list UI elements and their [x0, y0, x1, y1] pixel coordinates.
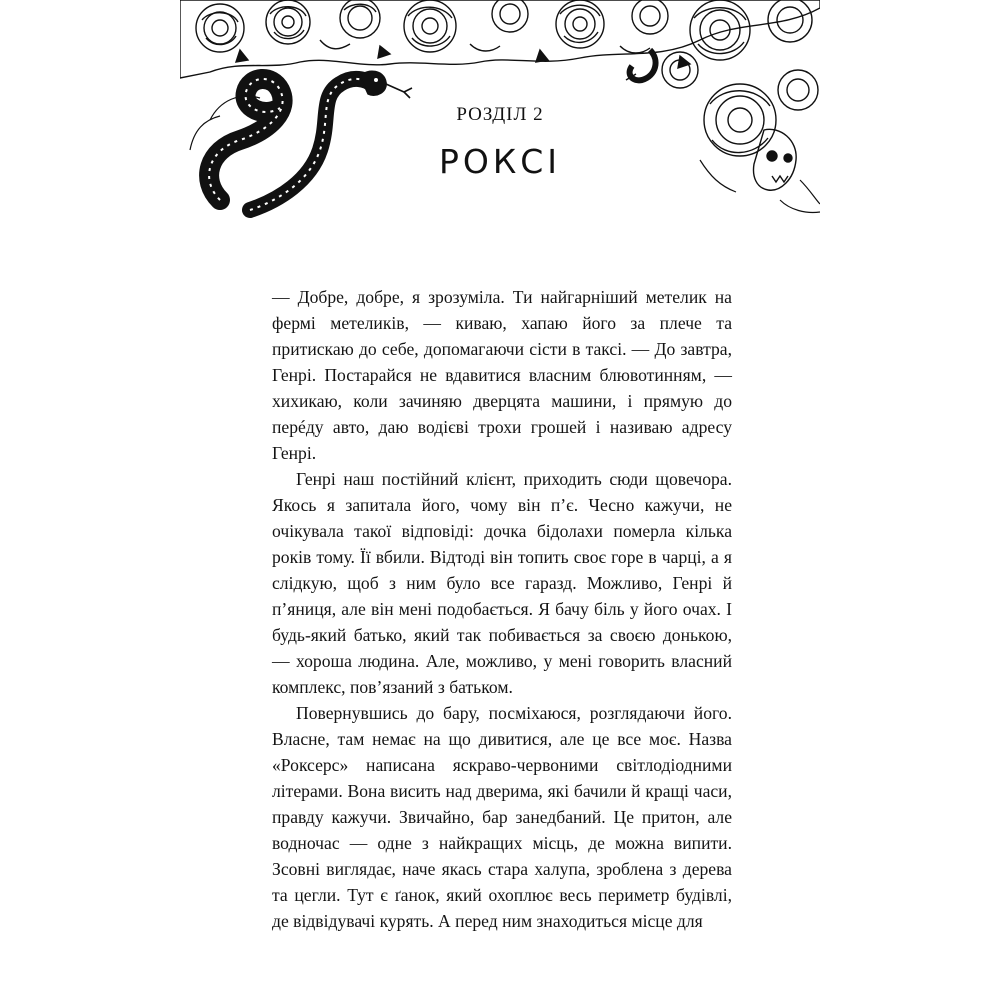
rose-illustration-icon [180, 0, 820, 78]
paragraph: Генрі наш постійний клієнт, приходить сюди щовечора. Якось я запитала його, чому він п’є. Чесно кажучи, не очікувала такої відповіді: дочка бідолахи померла кілька років тому. Її вбили. Відтоді він топить своє горе в чарці, а я слідкую, щоб з ним було все гаразд. Можливо, Генрі й п’яниця, але він мені подобається. Я бачу біль у його очах. І будь-який батько, який так побивається за своєю донькою, — хороша людина. Але, можливо, у мені говорить власний комплекс, пов’язаний з батьком. [272, 469, 732, 697]
chapter-number: РОЗДІЛ 2 [456, 104, 544, 125]
skull-illustration-icon [626, 50, 820, 213]
chapter-title: РОКСІ [438, 142, 562, 181]
body-text [272, 284, 732, 934]
paragraph: — Добре, добре, я зрозуміла. Ти найгарніший метелик на фермі метеликів, — киваю, хапаю його за плече та притискаю до себе, допомагаючи сісти в таксі. — До завтра, Генрі. Постарайся не вдавитися власним блювотинням, — хихикаю, коли зачиняю дверцята машини, і прямую до перéду авто, даю водієві трохи грошей і називаю адресу Генрі. [272, 287, 732, 463]
snake-illustration-icon [190, 71, 412, 210]
paragraph: Повернувшись до бару, посміхаюся, розглядаючи його. Власне, там немає на що дивитися, але це все моє. Назва «Роксерс» написана яскраво-червоними світлодіодними літерами. Вона висить над дверима, які бачили й кращі часи, правду кажучи. Звичайно, бар занедбаний. Це притон, але водночас — одне з найкращих місць, де можна випити. Зсовні виглядає, наче якась стара халупа, зроблена з дерева та цегли. Тут є ґанок, який охоплює весь периметр будівлі, де відвідувачі курять. А перед ним знаходиться місце для [272, 703, 732, 931]
